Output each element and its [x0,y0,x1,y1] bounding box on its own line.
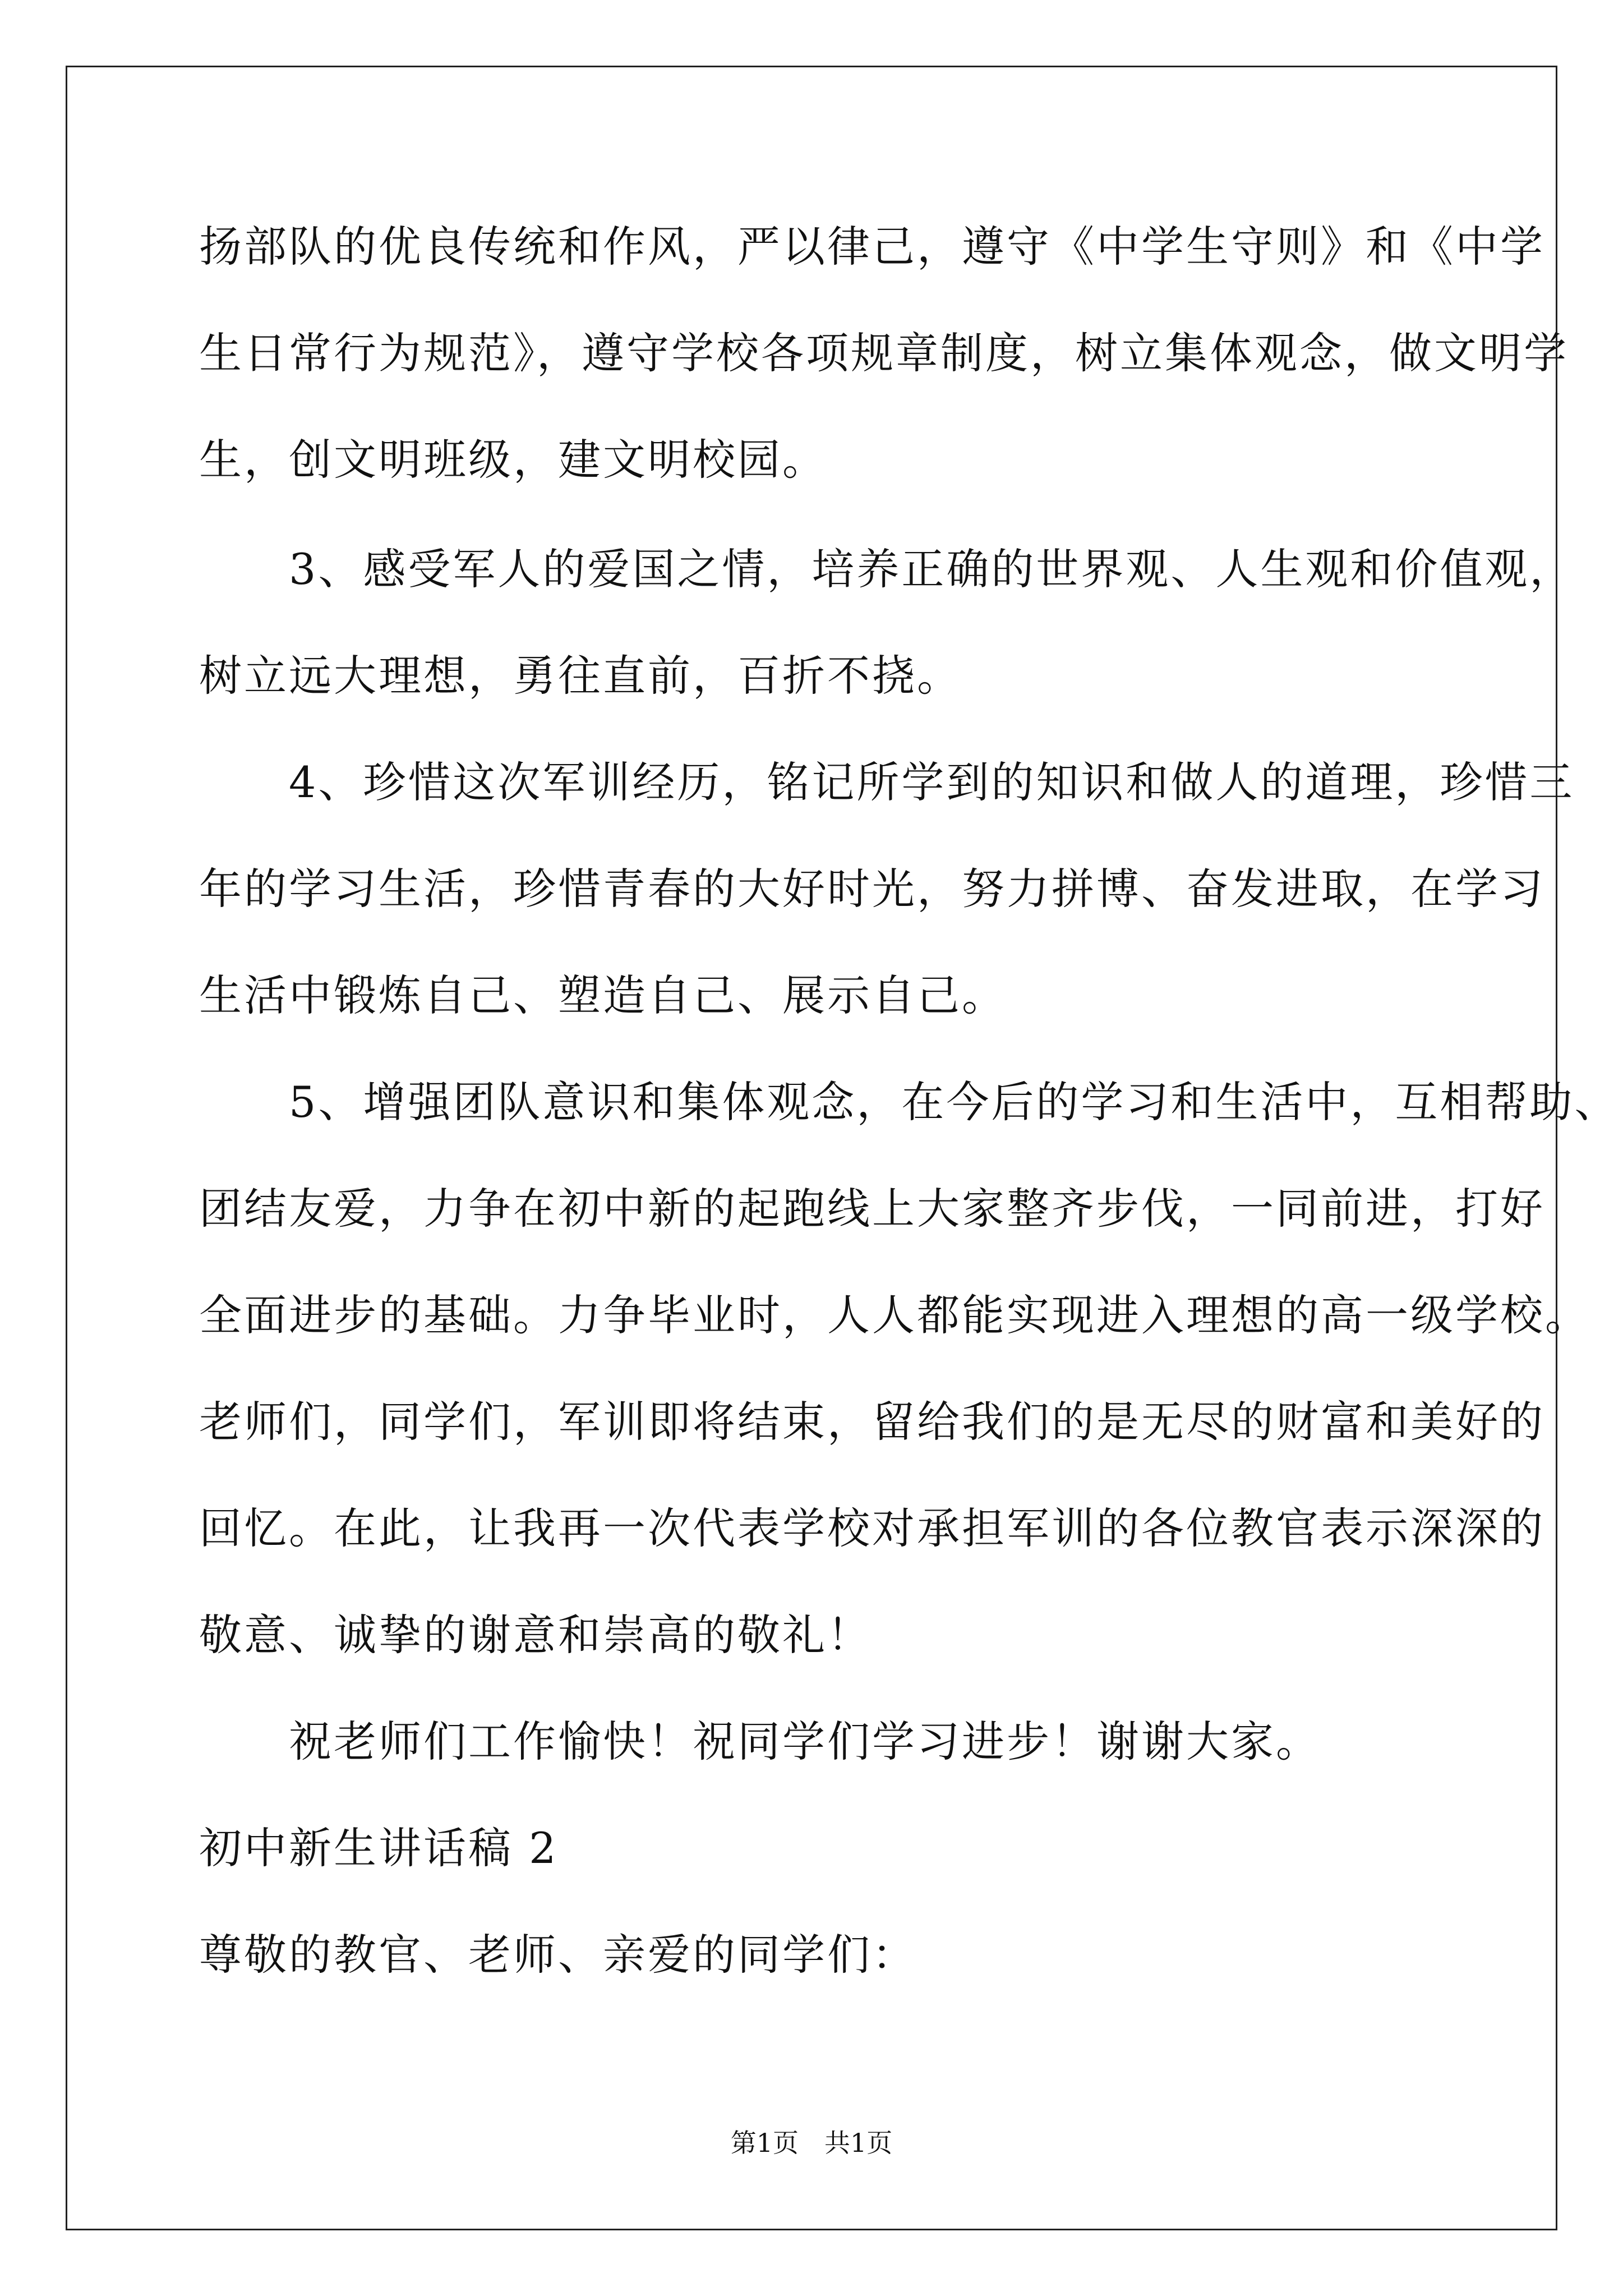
text-line: 敬意、诚挚的谢意和崇高的敬礼！ [199,1610,872,1660]
text-line: 祝老师们工作愉快！祝同学们学习进步！谢谢大家。 [199,1717,1321,1766]
text-line: 扬部队的优良传统和作风，严以律己，遵守《中学生守则》和《中学 [199,222,1545,272]
salutation: 尊敬的教官、老师、亲爱的同学们： [199,1930,917,1980]
section-title: 初中新生讲话稿 2 [199,1823,559,1873]
text-line: 5、增强团队意识和集体观念，在今后的学习和生活中，互相帮助、 [199,1077,1620,1127]
text-line: 3、感受军人的爱国之情，培养正确的世界观、人生观和价值观， [199,544,1575,594]
text-line: 年的学习生活，珍惜青春的大好时光，努力拼博、奋发进取，在学习 [199,864,1545,914]
text-line: 团结友爱，力争在初中新的起跑线上大家整齐步伐，一同前进，打好 [199,1184,1545,1234]
text-line: 生，创文明班级，建文明校园。 [199,435,827,485]
text-line: 生活中锻炼自己、塑造自己、展示自己。 [199,970,1007,1020]
text-line: 老师们，同学们，军训即将结束，留给我们的是无尽的财富和美好的 [199,1397,1545,1447]
text-line: 回忆。在此，让我再一次代表学校对承担军训的各位教官表示深深的 [199,1503,1545,1553]
page-number-footer: 第1页 共1页 [730,2128,893,2158]
text-line: 全面进步的基础。力争毕业时，人人都能实现进入理想的高一级学校。 [199,1290,1590,1340]
text-line: 生日常行为规范》，遵守学校各项规章制度，树立集体观念，做文明学 [199,328,1569,378]
text-line: 树立远大理想，勇往直前，百折不挠。 [199,651,962,701]
text-line: 4、珍惜这次军训经历，铭记所学到的知识和做人的道理，珍惜三 [199,757,1575,807]
page-border [66,66,1557,2230]
